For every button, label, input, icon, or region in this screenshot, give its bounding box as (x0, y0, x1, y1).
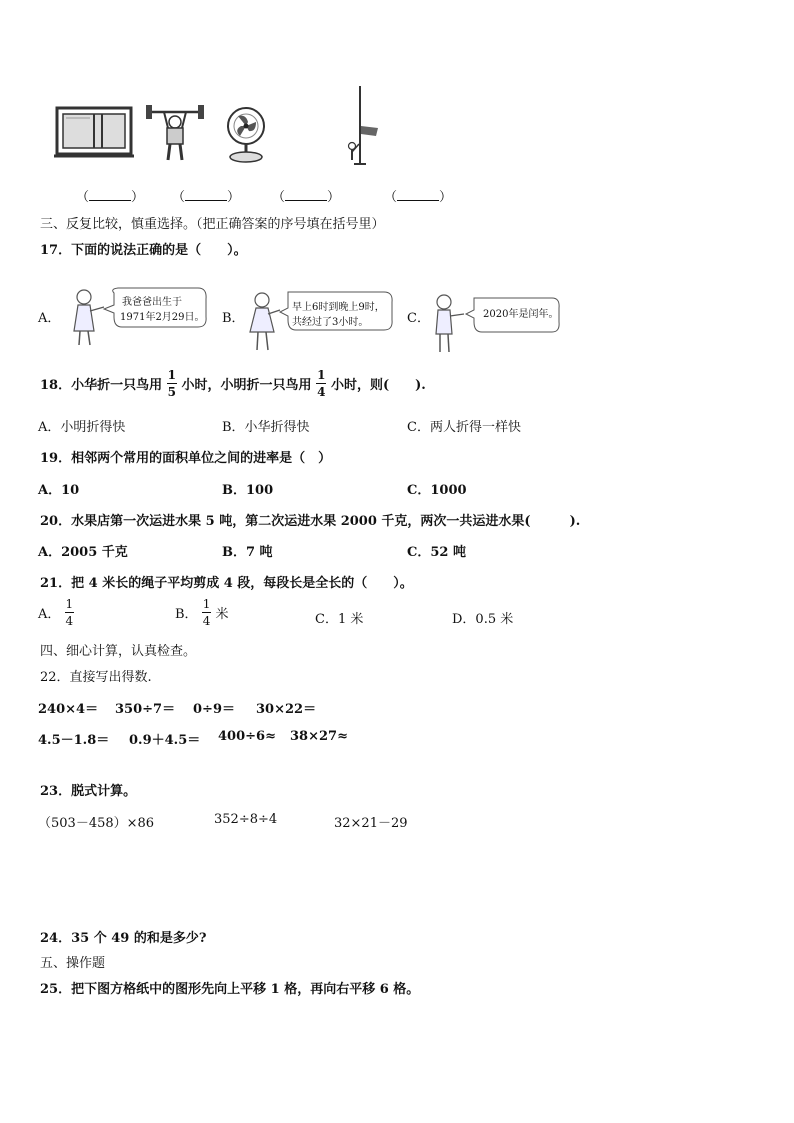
fraction-denominator: 4 (317, 385, 326, 399)
q17-b-bubble-line2: 共经过了3小时。 (292, 317, 369, 328)
girl-speech-icon (430, 292, 562, 356)
q23-stem: 23．脱式计算。 (40, 784, 137, 799)
q18-stem-post: 小时，则( ). (330, 378, 426, 393)
q19-option-a[interactable]: A．10 (38, 483, 80, 498)
fraction-numerator: 1 (65, 597, 74, 611)
picture-flag-raising (342, 84, 382, 172)
paren-close: ） (439, 190, 453, 205)
window-icon (54, 106, 134, 160)
fraction-numerator: 1 (202, 597, 211, 611)
fraction-denominator: 4 (202, 614, 211, 628)
q18-fraction-1 (167, 369, 177, 398)
paren-close: ） (327, 190, 341, 205)
answer-blank-window[interactable] (76, 186, 144, 205)
weightlifter-icon (144, 100, 206, 164)
picture-fan (224, 104, 268, 168)
fraction-numerator: 1 (317, 368, 326, 382)
q21-option-d[interactable]: D．0.5 米 (452, 612, 514, 627)
q21-option-c[interactable]: C．1 米 (315, 612, 364, 627)
q17-option-c-label[interactable]: C． (407, 311, 430, 326)
q18-option-c[interactable]: C．两人折得一样快 (407, 420, 521, 435)
option-label: B． (175, 607, 198, 622)
q17-a-bubble-line2: 1971年2月29日。 (120, 312, 205, 323)
q22-item: 30×22＝ (256, 702, 317, 717)
q19-stem: 19．相邻两个常用的面积单位之间的进率是（ ） (40, 451, 332, 466)
q17-c-bubble-line1: 2020年是闰年。 (483, 309, 559, 320)
q22-item: 0÷9＝ (193, 702, 235, 717)
paren-close: ） (131, 190, 145, 205)
q23-item: 32×21－29 (334, 816, 408, 831)
paren-open: （ (172, 190, 186, 205)
q21-option-b[interactable] (175, 598, 229, 627)
q17-stem: 17．下面的说法正确的是（ ）。 (40, 243, 247, 258)
paren-open: （ (272, 190, 286, 205)
q20-option-a[interactable]: A．2005 千克 (38, 545, 128, 560)
q22-item: 400÷6≈ (218, 729, 276, 744)
q22-item: 4.5－1.8＝ (38, 733, 110, 748)
q18-stem (40, 369, 426, 398)
option-label: A． (38, 607, 61, 622)
q22-item: 350÷7＝ (115, 702, 176, 717)
q17-option-a-label[interactable]: A． (38, 311, 61, 326)
q19-option-c[interactable]: C．1000 (407, 483, 467, 498)
q20-option-b[interactable]: B．7 吨 (222, 545, 273, 560)
q17-a-bubble-line1: 我爸爸出生于 (122, 297, 182, 308)
answer-blank-fan[interactable] (272, 186, 340, 205)
fraction-denominator: 5 (167, 385, 176, 399)
q18-fraction-2 (316, 369, 326, 398)
section-5-title: 五、操作题 (40, 956, 106, 971)
q24-stem: 24．35 个 49 的和是多少? (40, 931, 207, 946)
paren-close: ） (227, 190, 241, 205)
picture-window (54, 106, 134, 164)
blank-line (185, 188, 227, 201)
q25-stem: 25．把下图方格纸中的图形先向上平移 1 格，再向右平移 6 格。 (40, 982, 420, 997)
q22-stem: 22．直接写出得数. (40, 670, 152, 685)
paren-open: （ (384, 190, 398, 205)
picture-weightlifter (144, 100, 206, 168)
q17-option-b-label[interactable]: B． (222, 311, 245, 326)
q21-a-fraction (65, 598, 75, 627)
q21-stem: 21．把 4 米长的绳子平均剪成 4 段，每段长是全长的（ ）。 (40, 576, 413, 591)
fan-icon (224, 104, 268, 164)
q18-stem-pre: 18．小华折一只鸟用 (40, 378, 163, 393)
fraction-denominator: 4 (65, 614, 74, 628)
q23-item: （503－458）×86 (38, 816, 155, 831)
answer-blank-flag[interactable] (384, 186, 452, 205)
q18-option-b[interactable]: B．小华折得快 (222, 420, 310, 435)
blank-line (89, 188, 131, 201)
q17-b-bubble-line1: 早上6时到晚上9时， (292, 302, 385, 313)
fraction-numerator: 1 (167, 368, 176, 382)
q21-b-fraction (202, 598, 212, 627)
answer-blank-weightlifter[interactable] (172, 186, 240, 205)
q19-option-b[interactable]: B．100 (222, 483, 274, 498)
q22-item: 38×27≈ (290, 729, 348, 744)
q20-stem: 20．水果店第一次运进水果 5 吨，第二次运进水果 2000 千克，两次一共运进水果( ). (40, 514, 581, 529)
q20-option-c[interactable]: C．52 吨 (407, 545, 466, 560)
paren-open: （ (76, 190, 90, 205)
q22-item: 240×4＝ (38, 702, 99, 717)
q23-item: 352÷8÷4 (214, 812, 278, 827)
q18-option-a[interactable]: A．小明折得快 (38, 420, 126, 435)
option-unit: 米 (215, 607, 229, 622)
blank-line (285, 188, 327, 201)
q18-stem-mid: 小时，小明折一只鸟用 (181, 378, 312, 393)
q17-option-c-picture (430, 292, 562, 360)
section-4-title: 四、细心计算，认真检查。 (40, 644, 197, 659)
q22-item: 0.9＋4.5＝ (129, 733, 201, 748)
q21-option-a[interactable] (38, 598, 74, 627)
blank-line (397, 188, 439, 201)
flag-pole-icon (342, 84, 382, 168)
section-3-title: 三、反复比较，慎重选择。（把正确答案的序号填在括号里） (40, 217, 385, 232)
